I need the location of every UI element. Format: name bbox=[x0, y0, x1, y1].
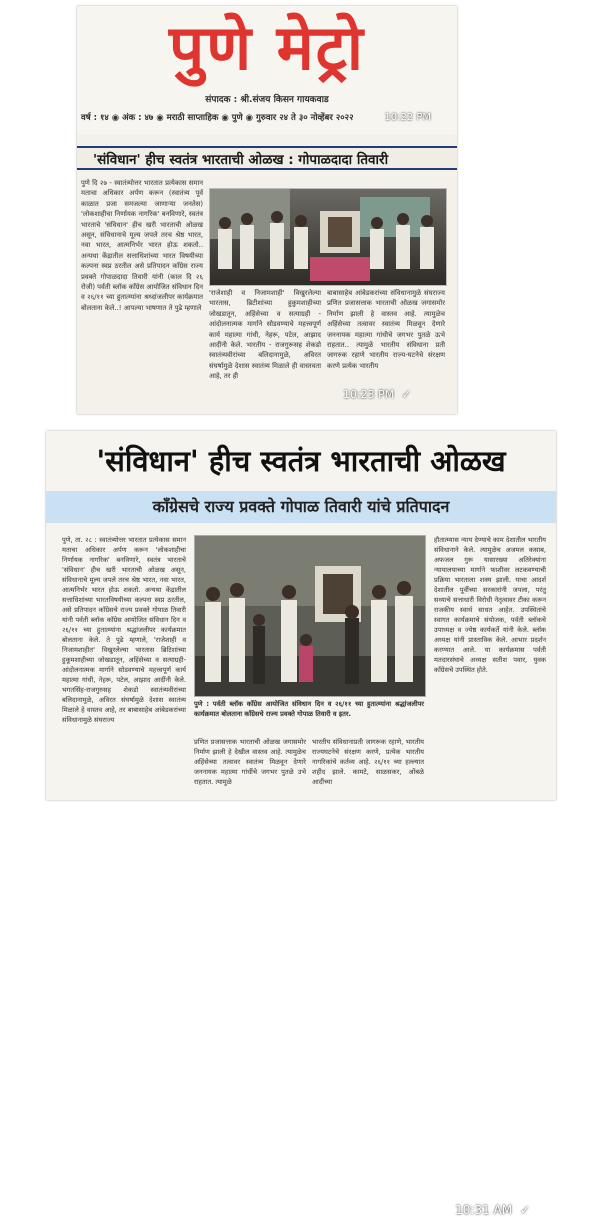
event-photo-1 bbox=[209, 188, 447, 286]
timestamp-middle: 10:23 PM ✓ bbox=[343, 388, 411, 401]
photo-caption: पुणे : पर्वती ब्लॉक काँग्रेस आयोजित संविधान दिन व २६/११ च्या हुतात्म्यांना श्रद्धांजलीपर कार्यक्रमात बोलताना काँग्रेसचे राज्य प्रवक्ते गोपाळ तिवारी व इतर. bbox=[194, 700, 424, 718]
article2-column-right: हौतात्म्यास न्याय देण्याचे काम देशातील भारतीय संविधानाने केले. त्यामुळेच अजमल कसाब, अफजल गुरू यासारख्या अतिरेक्यांना न्यायालयाच्या मार्गाने फाशीवर लटकवण्याची प्रक्रिया भारताला शक्य झाली. याचा आदर्श देशातील पूर्वीच्या सरकारांनी जपला, परंतु सध्याचे सत्ताधारी विरोधी नेतृत्वावर टीका करून राजकीय स्वार्थ साधत आहेत. उपस्थितांचे स्वागत कार्यक्रमाचे संयोजक, पर्वती ब्लॉकचे उपाध्यक्ष व ज्येष्ठ कार्यकर्ते यांनी केले. ब्लॉक अध्यक्ष यांनी प्रास्ताविक केले. आभार प्रदर्शन करण्यात आले. या कार्यक्रमास पर्वती मतदारसंघाचे अध्यक्ष सतीश पवार, युवक काँग्रेसचे उपस्थित होते. bbox=[434, 536, 546, 674]
event-photo-2 bbox=[194, 535, 426, 697]
article-column-middle: 'राजेशाही व निजामशाही' विखुरलेल्या भारतास, ब्रिटीशांच्या हुकुमशाहीच्या जोखडातून, अहिंसेच्या व सत्याग्रही - आंदोलनात्मक मार्गाने सोडवण्याचे महत्त्वपूर्ण कार्य महात्मा गांधी, नेहरू, पटेल, आझाद आदींनी केले. भारतीय - राजगुरूसह शेकडो स्वातंत्र्यवीरांच्या बलिदानामुळे, अविरत संघर्षामुळे देशास स्वातंत्र्य मिळाले ही वास्तवता आहे, तर ही bbox=[209, 289, 321, 381]
timestamp-bottom: 10:31 AM ✓ bbox=[455, 1203, 530, 1217]
masthead-title: पुणे मेट्रो bbox=[168, 11, 365, 84]
timestamp-top: 10:22 PM bbox=[384, 112, 431, 123]
article2-column-left: पुणे, ता. २८ : स्वातंत्र्योत्तर भारतात प्रत्येकास समान मताचा अधिकार अर्पण करून 'लोकशाहीचा निर्णायक नागरिक' बनविणारे, स्वतंत्र भारताचे 'संविधान' हीच खरी भारताची ओळख असून, संविधानाचे मूल्य जपले तरच श्रेष्ठ भारत, नवा भारत, आत्मनिर्भर भारत होऊ शकतो. अन्यथा केंद्रातील सत्ताधिशांच्या भारतविषयीच्या कल्पना स्वप्न ठरतील, असे प्रतिपादन काँग्रेसचे राज्य प्रवक्ते गोपाळ तिवारी यांनी पर्वती ब्लॉक काँग्रेस आयोजित संविधान दिन व २६/११ च्या हुतात्म्यांना श्रद्धांजलीपर कार्यक्रमात बोलताना केले. ते पुढे म्हणाले, 'राजेशाही व निजामशाहीत' विखुरलेल्या भारतास ब्रिटिशांच्या हुकूमशाहीच्या जोखडातून, अहिंसेच्या व सत्याग्रही-आंदोलनात्मक मार्गाने सोडवण्याचे महत्त्वपूर्ण कार्य महात्मा गांधी, नेहरू, पटेल, आझाद आदींनी केले. भगतसिंह-राजगुरुसह शेकडो स्वातंत्र्यवीरांच्या बलिदानामुळे, अविरत संघर्षामुळे देशास स्वातंत्र्य मिळाले हे वास्तव आहे, तर बाबासाहेब आंबेडकरांच्या संविधानामुळे संघराज्य bbox=[62, 536, 186, 724]
headline-1: 'संविधान' हीच स्वतंत्र भारताची ओळख : गोपाळदादा तिवारी bbox=[77, 146, 457, 170]
article-column-left: पुणे दि २७ - स्वातंत्र्योत्तर भारतात प्रत्येकास समान मताचा अधिकार अर्पण करून (स्वातंत्र्य पूर्व काळात प्रजा समजल्या जाणाऱ्या जनतेस) 'लोकशाहीचा निर्णायक नागरिक' बनविणारे, स्वतंत्र भारताचे 'संविधान' हीच खरी भारताची ओळख असून, संविधानाचे मूल्य जपले तरच श्रेष्ठ भारत, नवा भारत, आत्मनिर्भर भारत होऊ शकतो.. अन्यथा केंद्रातील सत्ताधिशांच्या भारत विषयीच्या कल्पना स्वप्न ठरतील असे प्रतिपादन काँग्रेस राज्य प्रवक्ते गोपाळदादा तिवारी यांनी (काल दि २६ रोजी) पर्वती ब्लॉक काँग्रेस आयोजित संविधान दिन व २६/११ च्या हुतात्म्यांना श्रध्दांजलीपर कार्यक्रमात बोलताना केले..! आपल्या भाषणात ते पुढे म्हणाले bbox=[81, 179, 203, 312]
issue-line: वर्ष : १४ ◉ अंक : ४७ ◉ मराठी साप्ताहिक ◉ पुणे ◉ गुरुवार २४ ते ३० नोव्हेंबर २०२२ bbox=[81, 113, 354, 123]
event-photo-1-image bbox=[210, 189, 446, 285]
newspaper-clipping-2 bbox=[46, 431, 556, 1217]
editor-line: संपादक : श्री.संजय किसन गायकवाड bbox=[205, 95, 329, 105]
article2-column-mid-2: भारतीय संविधानाप्रती जागरूक रहाणे, भारतीय राज्यघटनेचे संरक्षण करणे, प्रत्येक भारतीय नागरिकांचे कर्तव्य आहे. २६/११ च्या हल्ल्यात शहीद झाले. कामटे, साळसकर, ओंबळे आदींच्या bbox=[312, 738, 424, 786]
subheadline-2: काँग्रेसचे राज्य प्रवक्ते गोपाळ तिवारी यांचे प्रतिपादन bbox=[46, 491, 556, 523]
event-photo-2-image bbox=[195, 536, 425, 696]
headline-2: 'संविधान' हीच स्वतंत्र भारताची ओळख bbox=[96, 444, 506, 478]
article2-column-mid-1: प्रणित प्रजासत्ताक भारताची ओळख जगासमोर निर्माण झाली हे देखील वास्तव आहे. त्यामुळेच अहिंसेच्या तत्वावर स्वातंत्र्य मिळवून देणारे जननायक महात्मा गांधींचे जगभर पुतळे उभे राहतात. त्यामुळे bbox=[194, 738, 306, 786]
article-column-right: बाबासाहेब आंबेडकरांच्या संविधानामुळे संघराज्य प्रणित प्रजासत्ताक भारताची ओळख जगासमोर निर्माण झाली हे वास्तव आहे. त्यामुळेच अहिंसेच्या तत्वावर स्वातंत्र्य मिळवून देणारे जननायक महात्मा गांधीचे जगभर पुतळे ऊभे राहतात.. त्यामुळे भारतीय संविधाना प्रती जागरुक रहाणे भारतीय राज्य-घटनेचे संरक्षण करणे प्रत्येक भारतीय bbox=[327, 289, 445, 370]
newspaper-clipping-1 bbox=[77, 6, 457, 414]
